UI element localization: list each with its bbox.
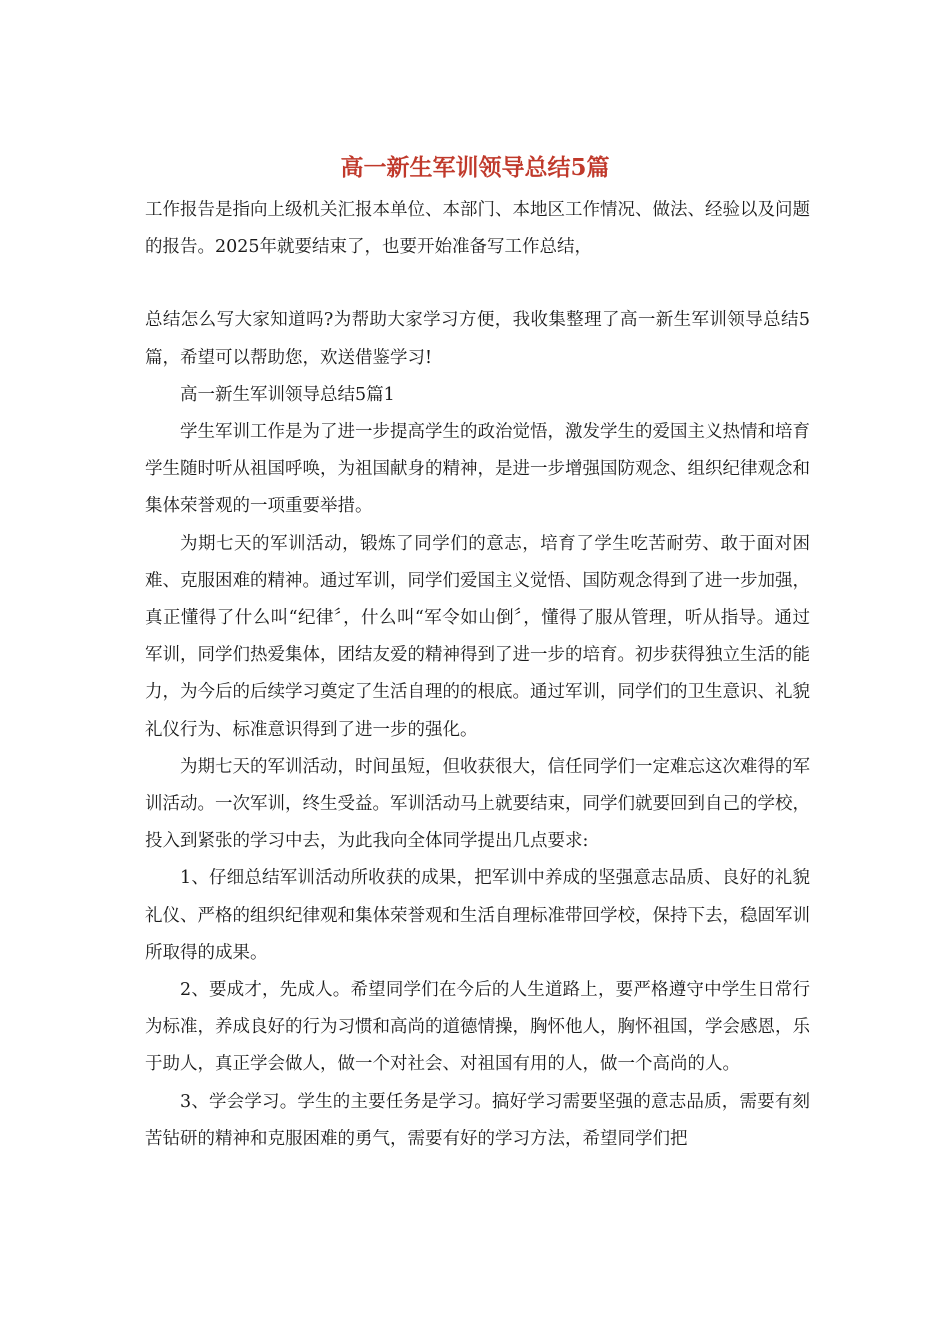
paragraph-gap [145, 266, 810, 302]
body-paragraph-2: 为期七天的军训活动，锻炼了同学们的意志，培育了学生吃苦耐劳、敢于面对困难、克服困难的精神。通过军训，同学们爱国主义觉悟、国防观念得到了进一步加强，真正懂得了什么叫“纪律〞，什么叫“军令如山倒〞，懂得了服从管理，听从指导。通过军训，同学们热爱集体，团结友爱的精神得到了进一步的培育。初步获得独立生活的能力，为今后的后续学习奠定了生活自理的的根底。通过军训，同学们的卫生意识、礼貌礼仪行为、标准意识得到了进一步的强化。 [145, 533, 810, 740]
body-paragraph-6: 3、学会学习。学生的主要任务是学习。搞好学习需要坚强的意志品质，需要有刻苦钻研的精神和克服困难的勇气，需要有好的学习方法，希望同学们把 [145, 1091, 810, 1149]
document-body [145, 192, 810, 1158]
body-paragraph-5: 2、要成才，先成人。希望同学们在今后的人生道路上，要严格遵守中学生日常行为标准，养成良好的行为习惯和高尚的道德情操，胸怀他人，胸怀祖国，学会感恩，乐于助人，真正学会做人，做一个对社会、对祖国有用的人，做一个高尚的人。 [145, 980, 810, 1075]
section-heading: 高一新生军训领导总结5篇1 [180, 384, 395, 405]
intro-paragraph-2: 总结怎么写大家知道吗?为帮助大家学习方便，我收集整理了高一新生军训领导总结5篇，希望可以帮助您，欢送借鉴学习! [145, 310, 810, 368]
body-paragraph-4: 1、仔细总结军训活动所收获的成果，把军训中养成的坚强意志品质、良好的礼貌礼仪、严格的组织纪律观和集体荣誉观和生活自理标准带回学校，保持下去，稳固军训所取得的成果。 [145, 868, 810, 963]
document-title: 高一新生军训领导总结5篇 [340, 154, 610, 181]
body-paragraph-1: 学生军训工作是为了进一步提高学生的政治觉悟，激发学生的爱国主义热情和培育学生随时听从祖国呼唤，为祖国献身的精神，是进一步增强国防观念、组织纪律观念和集体荣誉观的一项重要举措。 [145, 422, 810, 517]
intro-paragraph-1: 工作报告是指向上级机关汇报本单位、本部门、本地区工作情况、做法、经验以及问题的报告。2025年就要结束了，也要开始准备写工作总结， [145, 200, 810, 258]
body-paragraph-3: 为期七天的军训活动，时间虽短，但收获很大，信任同学们一定难忘这次难得的军训活动。一次军训，终生受益。军训活动马上就要结束，同学们就要回到自己的学校，投入到紧张的学习中去，为此我向全体同学提出几点要求: [145, 756, 810, 852]
